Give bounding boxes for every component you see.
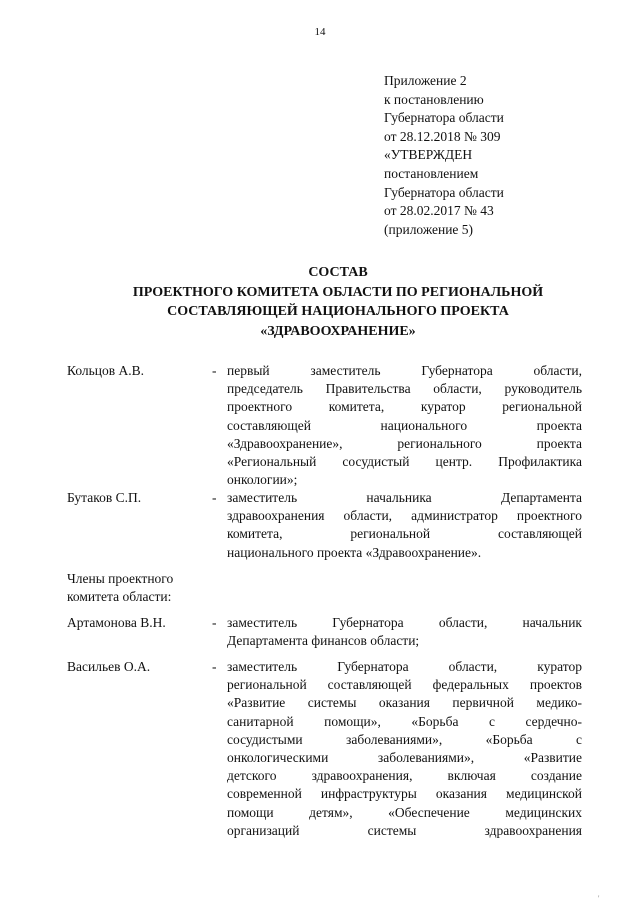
appendix-line: Губернатора области	[384, 110, 504, 126]
member-dash: -	[212, 659, 217, 674]
label-line: комитета области:	[67, 589, 172, 605]
desc-line: заместитель Губернатора области, начальник	[227, 615, 582, 630]
appendix-line: Губернатора области	[384, 184, 504, 200]
appendix-line: к постановлению	[384, 91, 484, 107]
title-line: «ЗДРАВООХРАНЕНИЕ»	[260, 323, 416, 339]
member-dash: -	[212, 363, 217, 378]
member-name: Кольцов А.В.	[67, 363, 145, 378]
document-title	[60, 263, 616, 341]
appendix-line: от 28.12.2018 № 309	[384, 128, 501, 144]
desc-line: проектного комитета, куратор региональной	[227, 399, 582, 415]
page-number: 14	[314, 26, 326, 38]
desc-line: современной инфраструктуры оказания медицинской	[227, 786, 582, 802]
member-description	[227, 658, 582, 840]
appendix-line: (приложение 5)	[384, 221, 474, 237]
desc-line: «Здравоохранение», регионального проекта	[227, 435, 582, 451]
desc-line: национального проекта «Здравоохранение».	[227, 544, 482, 560]
label-line: Члены проектного	[67, 571, 174, 586]
appendix-header	[384, 72, 624, 239]
appendix-line: «УТВЕРЖДЕН	[384, 147, 473, 163]
member-description	[227, 489, 582, 562]
desc-line: региональной составляющей федеральных проектов	[227, 677, 582, 693]
appendix-line: Приложение 2	[384, 73, 467, 88]
member-name: Бутаков С.П.	[67, 490, 142, 505]
appendix-line: постановлением	[384, 165, 479, 181]
desc-line: детского здравоохранения, включая создание	[227, 768, 582, 784]
desc-line: председатель Правительства области, руководитель	[227, 381, 582, 397]
desc-line: сосудистыми заболеваниями», «Борьба с	[227, 731, 582, 747]
desc-line: здравоохранения области, администратор проектного	[227, 508, 582, 524]
desc-line: заместитель начальника Департамента	[227, 490, 582, 505]
desc-line: Департамента финансов области;	[227, 633, 420, 649]
scan-mark: '	[598, 894, 600, 903]
member-dash: -	[212, 615, 217, 630]
desc-line: комитета, региональной составляющей	[227, 526, 582, 542]
desc-line: онкологическими заболеваниями», «Развитие	[227, 750, 582, 766]
title-line: ПРОЕКТНОГО КОМИТЕТА ОБЛАСТИ ПО РЕГИОНАЛЬНОЙ	[132, 284, 544, 300]
title-line: СОСТАВЛЯЮЩЕЙ НАЦИОНАЛЬНОГО ПРОЕКТА	[167, 304, 509, 320]
desc-line: «Развитие системы оказания первичной медико-	[227, 695, 582, 711]
desc-line: заместитель Губернатора области, куратор	[227, 659, 582, 674]
committee-members-label	[67, 570, 217, 606]
member-dash: -	[212, 490, 217, 505]
title-line: СОСТАВ	[308, 265, 368, 280]
member-name: Васильев О.А.	[67, 659, 151, 674]
desc-line: «Региональный сосудистый центр. Профилактика	[227, 454, 582, 470]
desc-line: первый заместитель Губернатора области,	[227, 363, 582, 378]
member-description	[227, 614, 582, 650]
appendix-line: от 28.02.2017 № 43	[384, 203, 494, 219]
desc-line: санитарной помощи», «Борьба с сердечно-	[227, 713, 582, 729]
member-description	[227, 362, 582, 489]
desc-line: онкологии»;	[227, 472, 298, 488]
desc-line: организаций системы здравоохранения	[227, 822, 582, 838]
desc-line: помощи детям», «Обеспечение медицинских	[227, 804, 582, 820]
desc-line: составляющей национального проекта	[227, 417, 582, 433]
member-name: Артамонова В.Н.	[67, 615, 166, 630]
